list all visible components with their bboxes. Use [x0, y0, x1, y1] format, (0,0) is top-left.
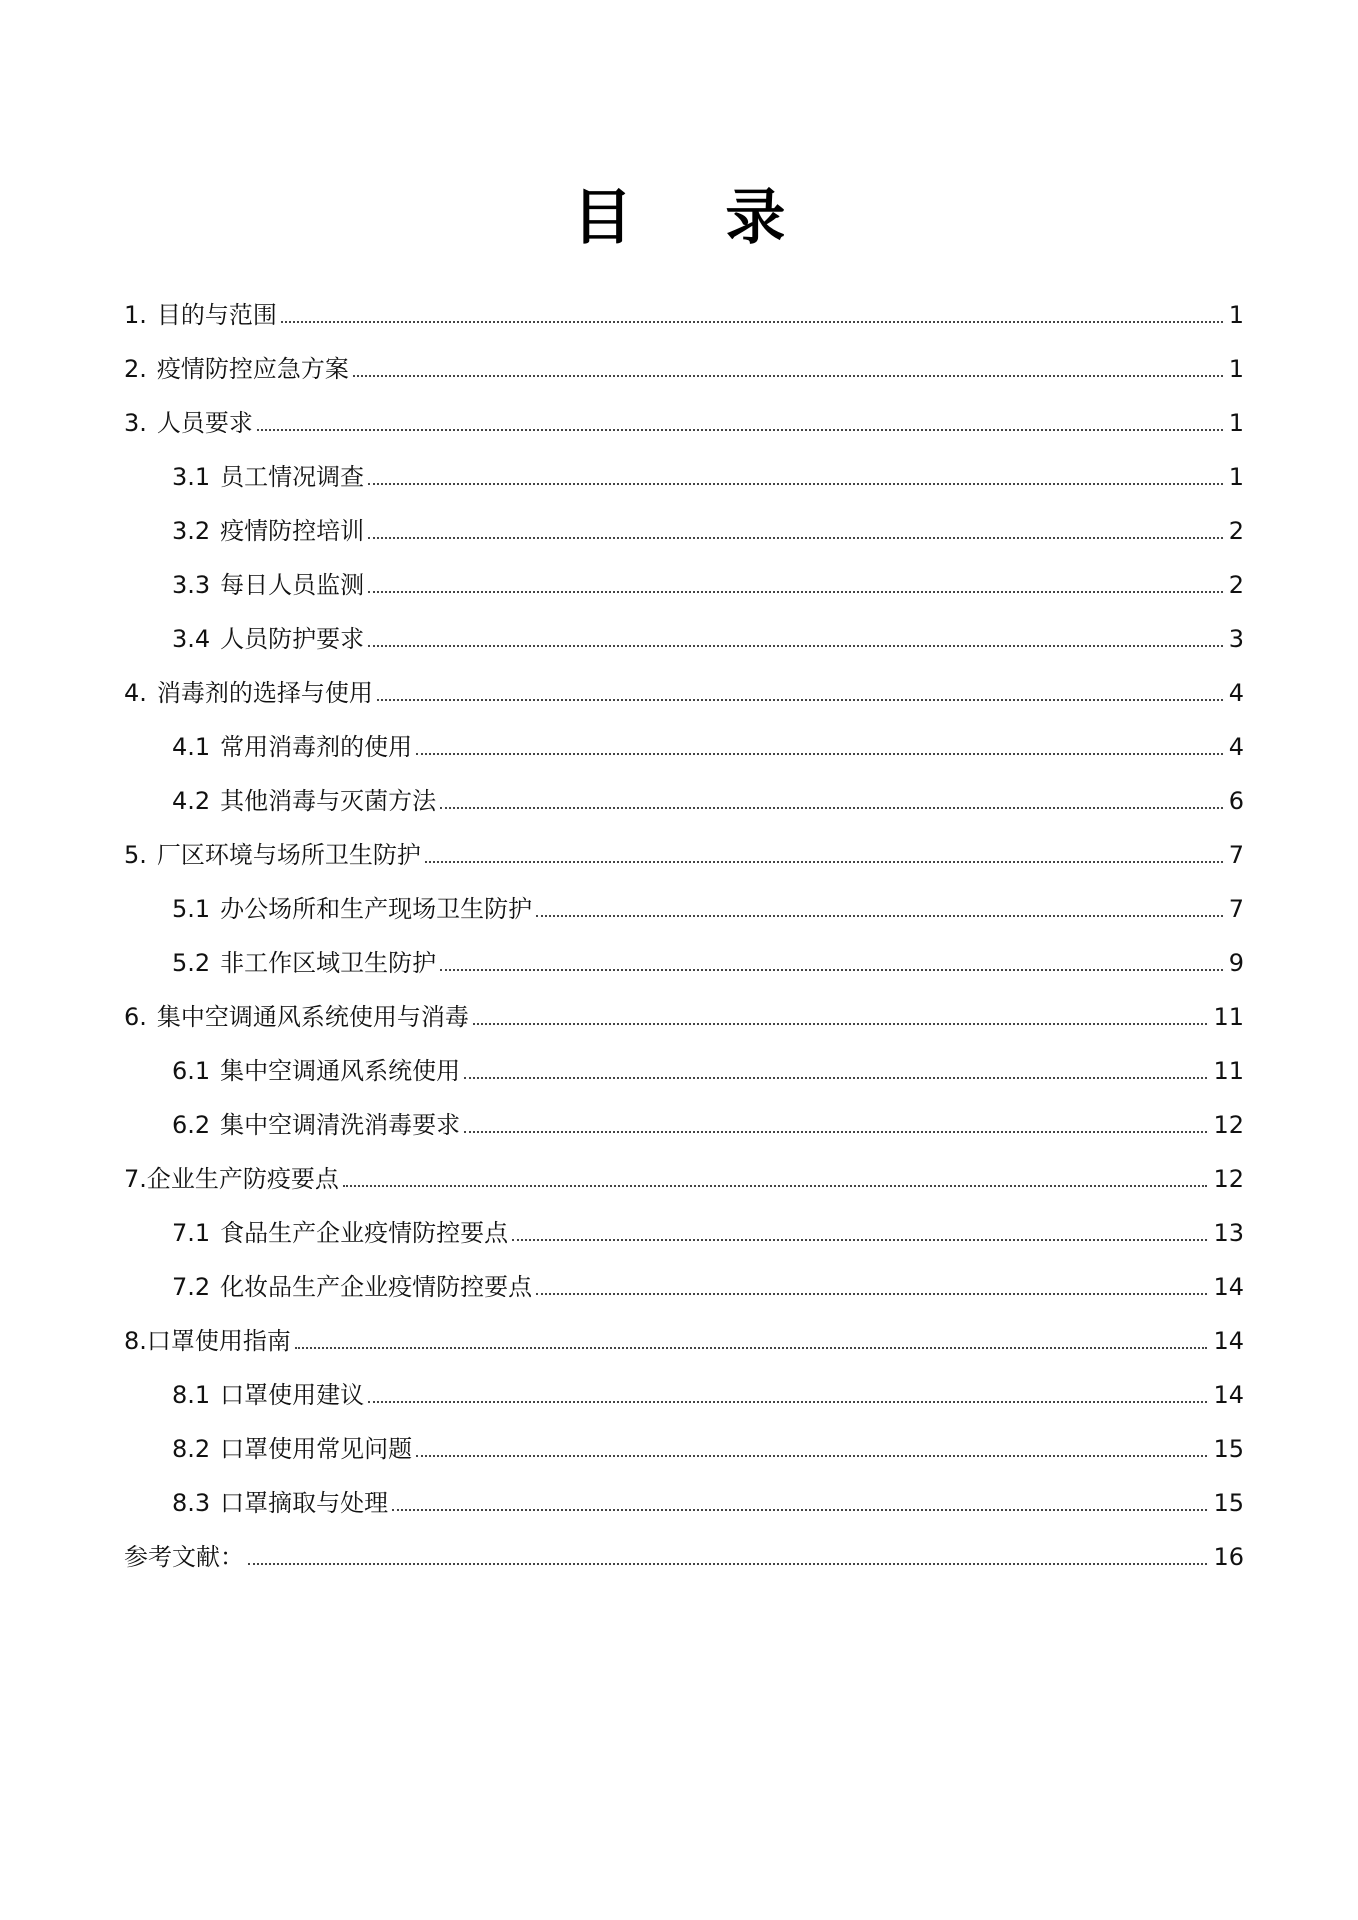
- dot-leader: [295, 1347, 1208, 1349]
- toc-entry-text: 化妆品生产企业疫情防控要点: [220, 1273, 533, 1301]
- toc-entry-number: 7.: [124, 1165, 147, 1193]
- toc-entry-number: 8.3: [172, 1489, 211, 1517]
- toc-entry[interactable]: [124, 654, 1244, 708]
- toc-entry-text: 集中空调通风系统使用: [220, 1057, 461, 1085]
- toc-entry[interactable]: [124, 978, 1244, 1032]
- toc-entry-number: 5.2: [172, 949, 211, 977]
- toc-entry-number: 3.4: [172, 625, 211, 653]
- toc-entry-label: [172, 1272, 532, 1302]
- dot-leader: [473, 1023, 1208, 1025]
- toc-entry-number: 1.: [124, 301, 147, 329]
- dot-leader: [440, 807, 1223, 809]
- toc-entry-text: 消毒剂的选择与使用: [156, 679, 373, 707]
- toc-entry-page: 12: [1213, 1165, 1244, 1193]
- dot-leader: [416, 753, 1223, 755]
- toc-entry-label: [172, 1488, 388, 1518]
- toc-entry-label: [124, 1164, 339, 1194]
- toc-entry[interactable]: [124, 1302, 1244, 1356]
- toc-entry-page: 11: [1213, 1003, 1244, 1031]
- toc-entry-text: 集中空调通风系统使用与消毒: [156, 1003, 469, 1031]
- toc-entry-label: [172, 786, 436, 816]
- dot-leader: [368, 483, 1223, 485]
- toc-entry-number: 8.: [124, 1327, 147, 1355]
- toc-entry[interactable]: [124, 330, 1244, 384]
- toc-entry[interactable]: [124, 438, 1244, 492]
- toc-entry-label: [172, 948, 436, 978]
- toc-entry-page: 3: [1228, 625, 1244, 653]
- toc-entry-text: 口罩使用常见问题: [220, 1435, 413, 1463]
- toc-entry-text: 办公场所和生产现场卫生防护: [220, 895, 533, 923]
- dot-leader: [368, 537, 1223, 539]
- toc-entry-label: [124, 1002, 469, 1032]
- toc-entry-page: 1: [1228, 463, 1244, 491]
- toc-entry[interactable]: [124, 816, 1244, 870]
- toc-entry[interactable]: [124, 600, 1244, 654]
- toc-entry-number: 6.2: [172, 1111, 211, 1139]
- toc-entry-label: [172, 570, 364, 600]
- toc-entry[interactable]: [124, 1410, 1244, 1464]
- toc-entry-label: [124, 408, 253, 438]
- toc-entry-page: 9: [1228, 949, 1244, 977]
- toc-entry-page: 11: [1213, 1057, 1244, 1085]
- toc-entry-page: 13: [1213, 1219, 1244, 1247]
- toc-entry-number: 3.3: [172, 571, 211, 599]
- toc-entry-references[interactable]: [124, 1518, 1244, 1572]
- toc-entry-label: [172, 1110, 460, 1140]
- toc-entry-page: 2: [1228, 571, 1244, 599]
- dot-leader: [464, 1077, 1207, 1079]
- toc-entry-label: [124, 1326, 291, 1356]
- toc-entry-label: [172, 1056, 460, 1086]
- toc-entry-label: [172, 894, 532, 924]
- toc-entry-label: [172, 624, 364, 654]
- toc-entry[interactable]: [124, 1032, 1244, 1086]
- dot-leader: [257, 429, 1223, 431]
- toc-entry-page: 7: [1228, 895, 1244, 923]
- dot-leader: [248, 1563, 1207, 1565]
- dot-leader: [368, 1401, 1207, 1403]
- toc-entry-page: 12: [1213, 1111, 1244, 1139]
- toc-entry-number: 3.1: [172, 463, 211, 491]
- toc-entry[interactable]: [124, 492, 1244, 546]
- toc-entry-number: 3.2: [172, 517, 211, 545]
- toc-entry-page: 7: [1228, 841, 1244, 869]
- toc-entry-label: [124, 300, 277, 330]
- toc-entry-number: 6.1: [172, 1057, 211, 1085]
- toc-entry-page: 16: [1213, 1543, 1244, 1571]
- toc-entry-text: 每日人员监测: [220, 571, 365, 599]
- toc-entry-number: 7.2: [172, 1273, 211, 1301]
- dot-leader: [281, 321, 1223, 323]
- dot-leader: [377, 699, 1223, 701]
- toc-entry-page: 1: [1228, 301, 1244, 329]
- toc-entry-page: 1: [1228, 355, 1244, 383]
- toc-entry-label: [172, 1218, 508, 1248]
- toc-entry-label: [172, 516, 364, 546]
- toc-entry-text: 其他消毒与灭菌方法: [220, 787, 437, 815]
- toc-entry-number: 4.: [124, 679, 147, 707]
- dot-leader: [536, 915, 1223, 917]
- toc-entry-page: 4: [1228, 679, 1244, 707]
- toc-entry-page: 6: [1228, 787, 1244, 815]
- toc-entry-label: [124, 1542, 244, 1572]
- dot-leader: [512, 1239, 1207, 1241]
- toc-entry[interactable]: [124, 384, 1244, 438]
- toc-entry[interactable]: [124, 762, 1244, 816]
- dot-leader: [343, 1185, 1208, 1187]
- toc-entry-text: 厂区环境与场所卫生防护: [156, 841, 421, 869]
- toc-entry-number: 3.: [124, 409, 147, 437]
- toc-entry-number: 4.1: [172, 733, 211, 761]
- dot-leader: [416, 1455, 1207, 1457]
- toc-entry[interactable]: [124, 1356, 1244, 1410]
- dot-leader: [440, 969, 1223, 971]
- dot-leader: [392, 1509, 1207, 1511]
- toc-entry-text: 口罩使用建议: [220, 1381, 365, 1409]
- toc-entry-text: 企业生产防疫要点: [146, 1165, 339, 1193]
- toc-entry[interactable]: [124, 1248, 1244, 1302]
- dot-leader: [464, 1131, 1207, 1133]
- toc-entry-number: 8.1: [172, 1381, 211, 1409]
- toc-entry-label: [172, 1380, 364, 1410]
- toc-entry-text: 口罩使用指南: [146, 1327, 291, 1355]
- toc-entry-text: 人员要求: [156, 409, 253, 437]
- toc-entry-number: 2.: [124, 355, 147, 383]
- toc-entry[interactable]: [124, 1464, 1244, 1518]
- toc-entry[interactable]: [124, 1140, 1244, 1194]
- toc-entry-text: 常用消毒剂的使用: [220, 733, 413, 761]
- toc-entry[interactable]: [124, 276, 1244, 330]
- toc-entry-text: 员工情况调查: [220, 463, 365, 491]
- toc-entry-label: [124, 678, 373, 708]
- table-of-contents: [124, 276, 1244, 1572]
- toc-entry-label: [172, 462, 364, 492]
- toc-entry-page: 14: [1213, 1327, 1244, 1355]
- toc-entry[interactable]: [124, 546, 1244, 600]
- dot-leader: [368, 591, 1223, 593]
- toc-entry-text: 疫情防控应急方案: [156, 355, 349, 383]
- toc-entry-text: 非工作区域卫生防护: [220, 949, 437, 977]
- toc-entry-text: 口罩摘取与处理: [220, 1489, 389, 1517]
- toc-entry-page: 15: [1213, 1435, 1244, 1463]
- toc-entry-label: [172, 1434, 412, 1464]
- toc-entry-label: [172, 732, 412, 762]
- toc-entry-number: 6.: [124, 1003, 147, 1031]
- toc-entry-text: 参考文献：: [124, 1543, 244, 1571]
- dot-leader: [353, 375, 1223, 377]
- toc-entry-text: 人员防护要求: [220, 625, 365, 653]
- toc-entry-number: 5.: [124, 841, 147, 869]
- toc-entry-label: [124, 840, 421, 870]
- toc-entry-page: 4: [1228, 733, 1244, 761]
- toc-entry[interactable]: [124, 708, 1244, 762]
- toc-entry-page: 14: [1213, 1381, 1244, 1409]
- toc-entry-label: [124, 354, 349, 384]
- toc-entry-number: 5.1: [172, 895, 211, 923]
- toc-entry-page: 15: [1213, 1489, 1244, 1517]
- toc-entry-text: 疫情防控培训: [220, 517, 365, 545]
- toc-entry-text: 目的与范围: [156, 301, 277, 329]
- toc-entry-text: 食品生产企业疫情防控要点: [220, 1219, 509, 1247]
- toc-entry-text: 集中空调清洗消毒要求: [220, 1111, 461, 1139]
- dot-leader: [425, 861, 1223, 863]
- toc-entry-page: 1: [1228, 409, 1244, 437]
- page-title: 目 录: [572, 183, 822, 253]
- dot-leader: [368, 645, 1223, 647]
- toc-entry[interactable]: [124, 1086, 1244, 1140]
- toc-entry-page: 14: [1213, 1273, 1244, 1301]
- toc-entry-number: 8.2: [172, 1435, 211, 1463]
- toc-entry-number: 7.1: [172, 1219, 211, 1247]
- toc-entry[interactable]: [124, 924, 1244, 978]
- toc-entry[interactable]: [124, 870, 1244, 924]
- toc-entry-number: 4.2: [172, 787, 211, 815]
- toc-entry-page: 2: [1228, 517, 1244, 545]
- dot-leader: [536, 1293, 1207, 1295]
- toc-entry[interactable]: [124, 1194, 1244, 1248]
